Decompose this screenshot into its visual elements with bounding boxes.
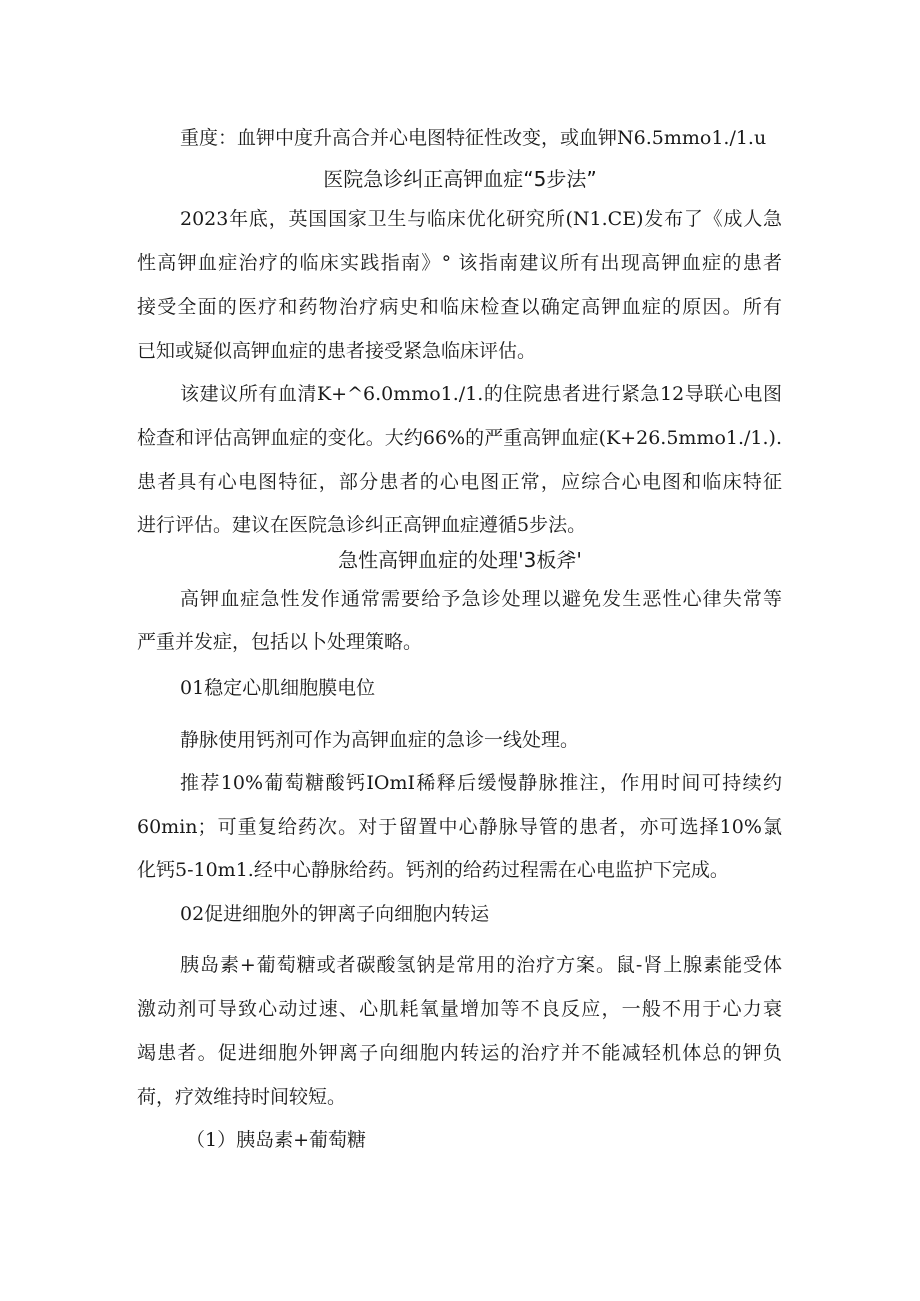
text-line: 化钙5-10m1.经中心静脉给药。钙剂的给药过程需在心电监护下完成。 (137, 859, 729, 881)
text-line: 严重并发症，包括以卜处理策略。 (137, 631, 423, 653)
text-line: 推荐10%葡萄糖酸钙IOmI稀释后缓慢静脉推注，作用时间可持续约 (180, 772, 782, 794)
text-line: 2023年底，英国国家卫生与临床优化研究所(N1.CE)发布了《成人急 (180, 208, 782, 230)
paragraph-calcium-intro: 静脉使用钙剂可作为高钾血症的急诊一线处理。 (180, 729, 580, 751)
text-line: 60min；可重复给药次。对于留置中心静脉导管的患者，亦可选择10%氯 (137, 816, 782, 838)
text-line: 患者具有心电图特征，部分患者的心电图正常，应综合心电图和临床特征 (137, 471, 782, 493)
paragraph-severe: 重度：血钾中度升高合并心电图特征性改变，或血钾N6.5mmo1./1.u (180, 127, 767, 149)
heading-5-steps: 医院急诊纠正高钾血症“5步法” (323, 167, 597, 191)
text-line: 进行评估。建议在医院急诊纠正高钾血症遵循5步法。 (137, 514, 587, 536)
text-line: 检查和评估高钾血症的变化。大约66%的严重高钾血症(K+26.5mmo1./1.). (137, 427, 782, 449)
text-line: 接受全面的医疗和药物治疗病史和临床检查以确定高钾血症的原因。所有 (137, 296, 782, 318)
heading-3-axes: 急性高钾血症的处理'3板斧' (338, 548, 582, 572)
text-line: 荷，疗效维持时间较短。 (137, 1086, 347, 1108)
text-line: 已知或疑似高钾血症的患者接受紧急临床评估。 (137, 340, 537, 362)
list-item-insulin-glucose: （1）胰岛素+葡萄糖 (186, 1129, 367, 1151)
text-line: 胰岛素+葡萄糖或者碳酸氢钠是常用的治疗方案。鼠-肾上腺素能受体 (180, 954, 782, 976)
text-line: 该建议所有血清K+^6.0mmo1./1.的住院患者进行紧急12导联心电图 (180, 383, 782, 405)
text-line: 竭患者。促进细胞外钾离子向细胞内转运的治疗并不能减轻机体总的钾负 (137, 1042, 782, 1064)
section-heading-01: 01稳定心肌细胞膜电位 (180, 677, 376, 699)
text-line: 性高钾血症治疗的临床实践指南》° 该指南建议所有出现高钾血症的患者 (137, 252, 782, 274)
text-line: 高钾血症急性发作通常需要给予急诊处理以避免发生恶性心律失常等 (180, 588, 782, 610)
text-line: 激动剂可导致心动过速、心肌耗氧量增加等不良反应，一般不用于心力衰 (137, 998, 782, 1020)
section-heading-02: 02促进细胞外的钾离子向细胞内转运 (180, 903, 490, 925)
